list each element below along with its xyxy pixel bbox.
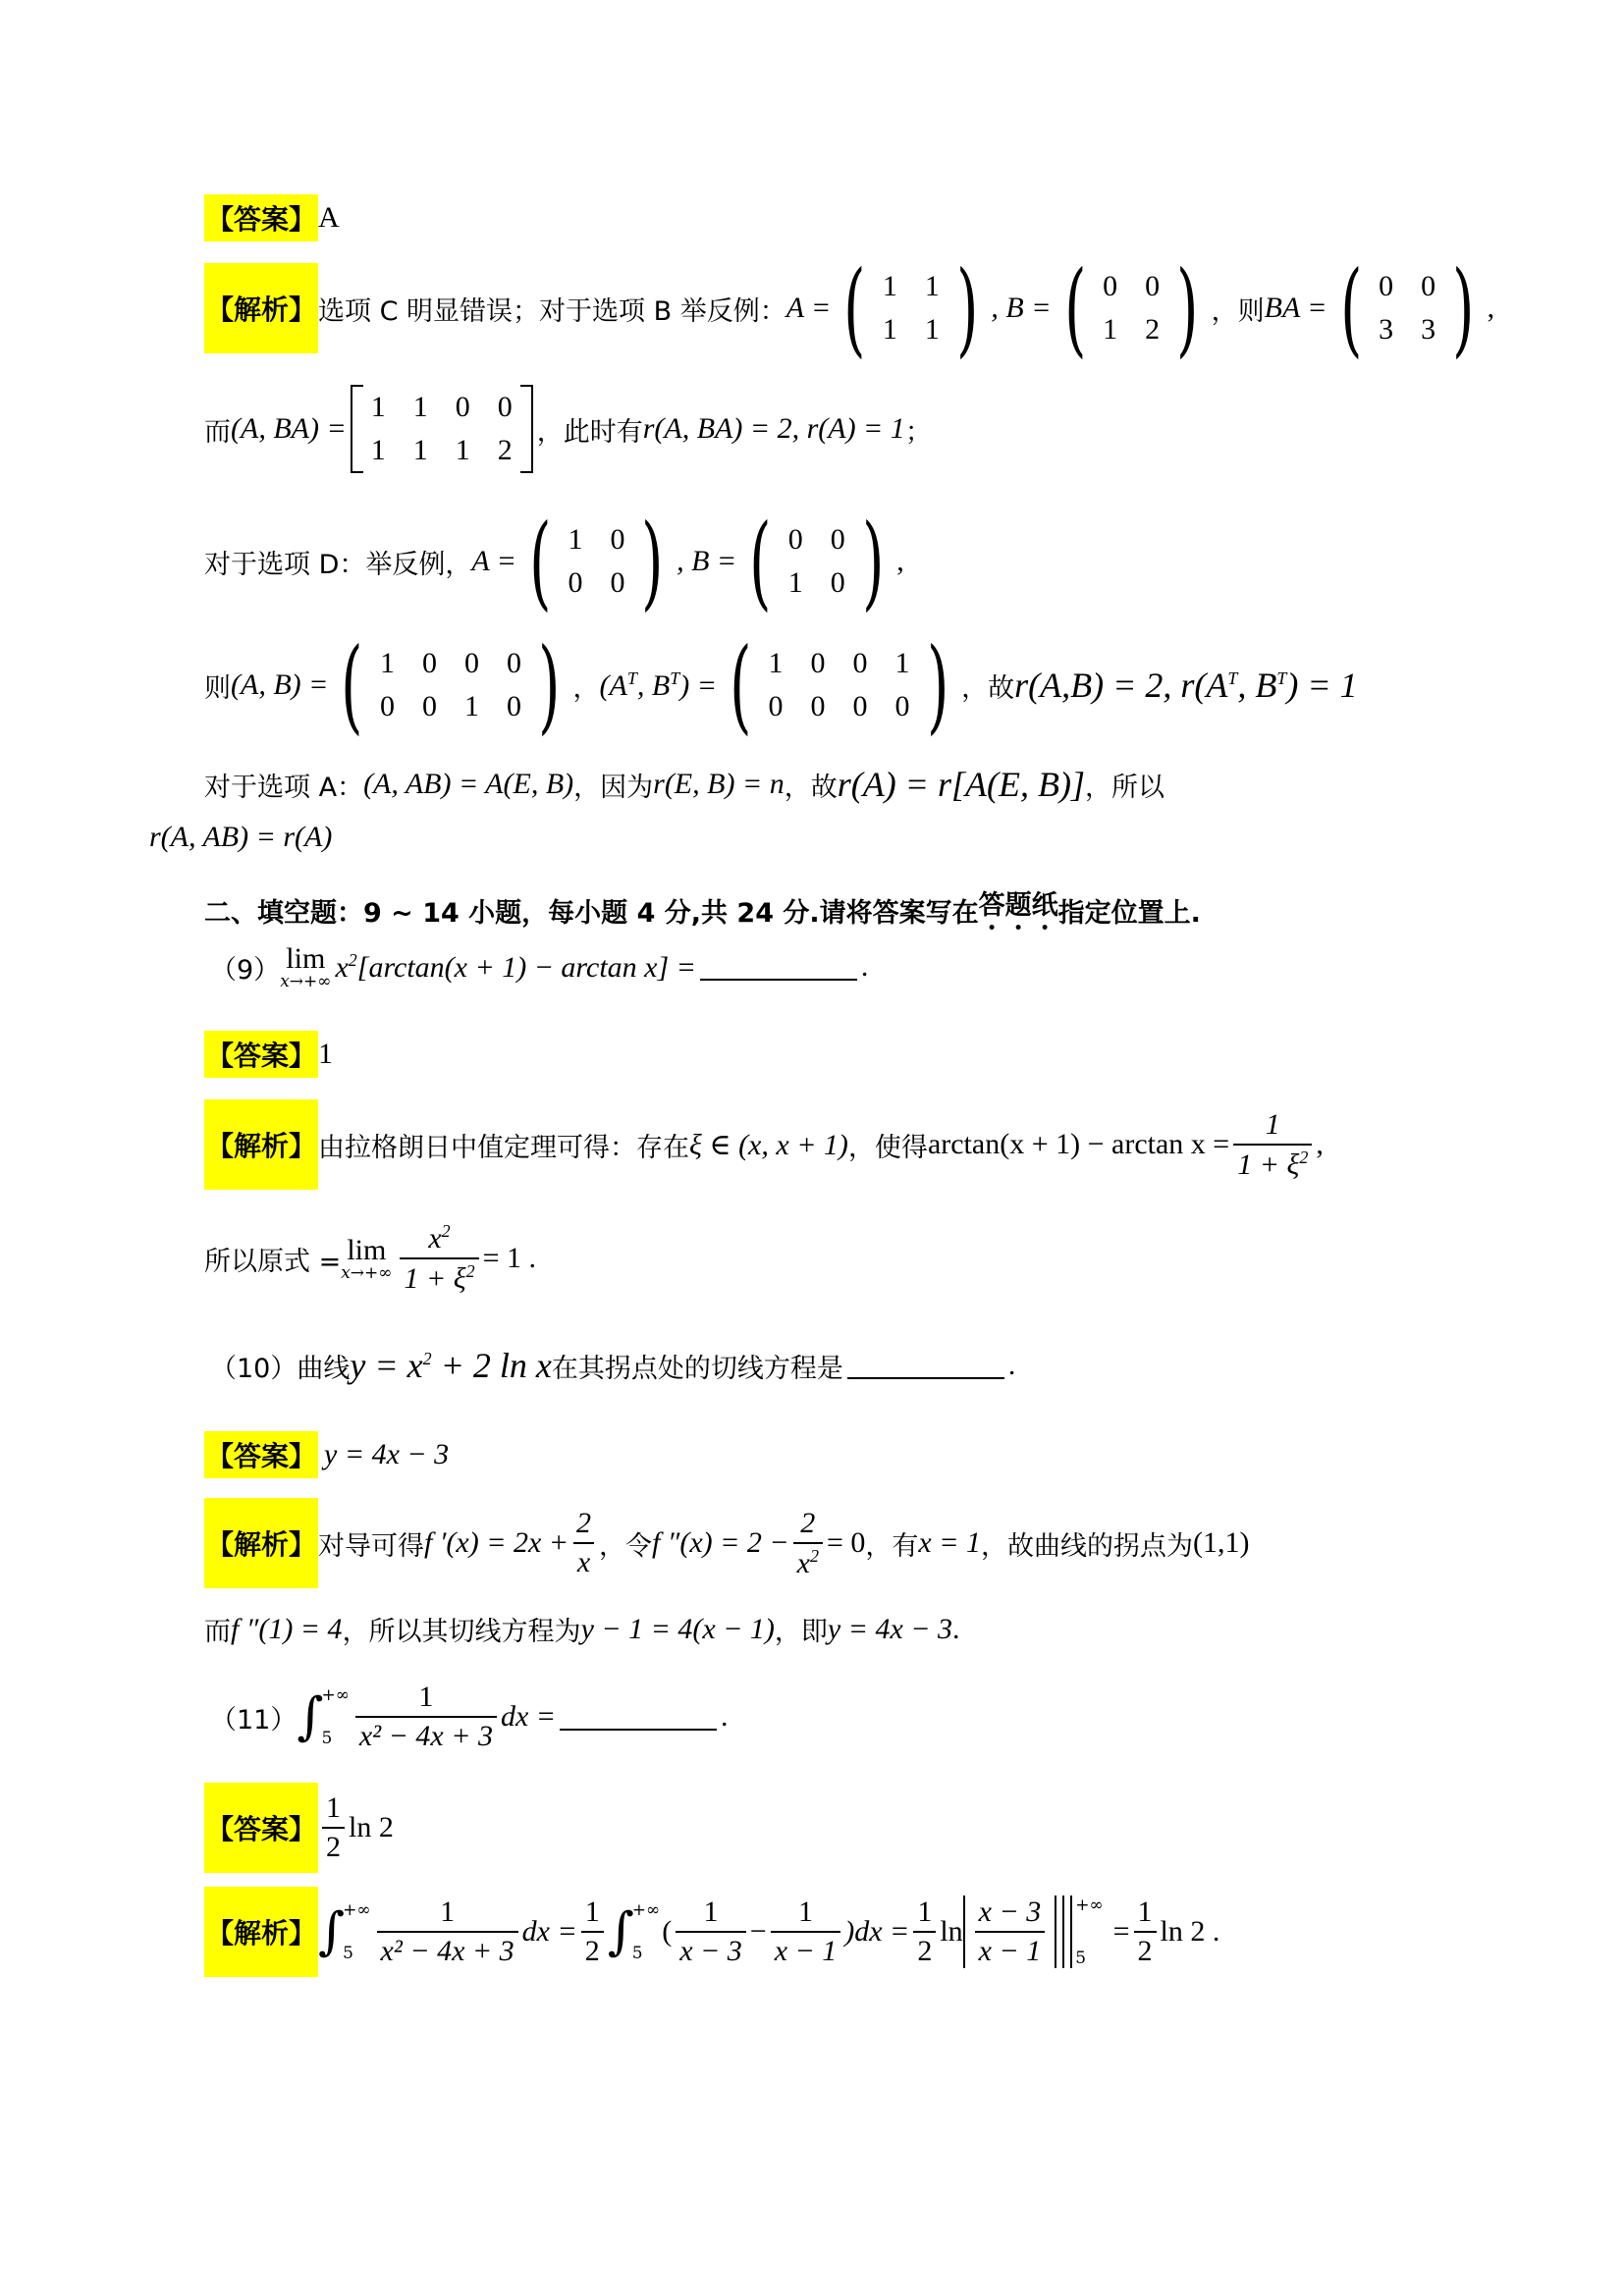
q11-answer-line [204,1783,394,1873]
math-expr: arctan(x + 1) − arctan x = [927,1128,1230,1160]
q8-analysis-line6 [149,821,332,854]
fraction: $\frac{1}{\text{x² − 4x + 3}}$ [377,1896,518,1968]
q10-answer-value: y = 4x − 3 [324,1438,450,1470]
fraction: $\frac{1}{2}$ [581,1896,604,1968]
math-expr: $y = x^2 + 2$ ln x [350,1346,552,1385]
q8-analysis-line1 [204,248,1495,368]
text: , [1487,292,1495,324]
text: 对于选项 A： [204,772,364,803]
fraction: $\frac{x^2}{1 + \xi^2}$ [400,1221,478,1296]
limit: lim x→+∞ [280,942,332,991]
matrix-BA: ( 0 0 3 3 ) [1339,248,1475,368]
math-expr: r(A,B) = 2, $r(A^T$, $B^T) = 1$ [1014,666,1358,705]
analysis-label: 【解析】 [204,1498,318,1588]
answer-label: 【答案】 [204,1031,318,1078]
fraction: $\frac{1}{\text{x² − 4x + 3}}$ [355,1681,497,1753]
math-expr: (A, AB) = A(E, B) [363,768,574,800]
text: 而 [204,1617,231,1647]
q11-analysis-line: 【解析】 ∫ +∞ 5 $\frac{1}{\text{x² − 4x + 3}}$ dx = $\frac{1}{2}$ ∫ +∞ 5 ( $\frac{1}{x - 3}$ − $\frac{1}{x - 1}$ )dx = $\frac{1}{2}$ ln $\frac{x - 3}{x - 1}$ +∞ 5 = $\frac{1}{2}$ ln 2 . [204,1887,1219,1977]
text: = 1 . [482,1242,536,1274]
text: 在其拐点处的切线方程是 [551,1353,843,1384]
q9-answer-value: 1 [318,1038,334,1070]
section-heading-text: 二、填空题：9 ~ 14 小题，每小题 4 分,共 24 分.请将答案写在 [204,897,979,929]
text: . [952,1612,960,1645]
matrix-DA: ( 1 0 0 0 ) [529,502,664,621]
text: ，所以 [1084,772,1164,803]
section-heading-emphasis: 答题纸 [978,890,1058,921]
answer-label: 【答案】 [204,1431,318,1478]
math-expr: $x^2[\arctan(x + 1) - \arctan x]$ = [335,949,696,984]
text: 对于选项 D：举反例， [204,549,472,580]
q8-analysis-line2 [204,385,932,473]
answer-label: 【答案】 [204,1783,318,1873]
q8-analysis-line5 [204,764,1164,805]
math-expr: f ″(1) = 4 [231,1612,343,1645]
math-expr: ($A^T$, $B^T$) = [599,667,717,702]
text: . [1007,1349,1016,1381]
text: ， [572,672,600,704]
math-expr: r(E, B) = n [653,768,785,800]
math-expr: A = [785,292,832,324]
text: ，因为 [573,772,654,803]
math-expr: A = [471,545,516,577]
math-expr: (A, B) = [231,668,329,701]
math-expr: (1,1) [1192,1526,1250,1559]
text: 对导可得 [318,1530,425,1562]
q10-answer-line [204,1431,449,1478]
answer-blank [700,953,857,981]
text: ln [940,1915,963,1948]
q11-answer-value: ln 2 [349,1811,394,1843]
analysis-label: 【解析】 [204,1887,318,1977]
text: ，所以其切线方程为 [342,1617,581,1647]
math-expr: = 0 [826,1526,866,1559]
text: ln 2 . [1160,1915,1220,1948]
fraction: $\frac{2}{x}$ [572,1507,595,1579]
fraction: $\frac{2}{x^2}$ [793,1507,823,1580]
q9-analysis-line2 [204,1221,536,1296]
math-expr: dx = [521,1915,577,1948]
fraction: $\frac{1}{1 + \xi^2}$ [1233,1108,1312,1182]
integral: ∫ +∞ 5 [318,1900,371,1963]
math-expr: r(A, AB) = r(A) [149,821,333,853]
text: = [1112,1915,1130,1948]
text: ，故 [961,672,1015,704]
text: 所以原式 = [204,1246,342,1277]
math-expr: , B = [677,545,737,577]
question-number: （10）曲线 [210,1353,351,1384]
matrix-DB: ( 0 0 1 0 ) [749,502,885,621]
text: ，使得 [847,1132,928,1163]
matrix-AT-BT: ( 1 0 0 1 0 0 0 0 ) [730,625,948,745]
math-expr: f ′(x) = 2x + [424,1526,569,1559]
text: , [896,545,904,577]
q9-answer-line [204,1031,333,1078]
text: 由拉格朗日中值定理可得：存在 [318,1132,690,1163]
question-number: （9） [210,954,281,986]
text: − [749,1915,767,1948]
text: . [721,1700,729,1733]
matrix-A-BA: 1 1 0 0 1 1 1 2 [351,385,533,473]
q10-question [210,1345,1015,1386]
math-expr: r(A) = r[A(E, B)] [837,765,1085,804]
math-expr: ξ ∈ (x, x + 1) [689,1128,848,1161]
text: ，则 [1211,295,1265,327]
text: ，即 [774,1617,828,1647]
analysis-label: 【解析】 [204,263,318,353]
q10-analysis-line2 [204,1610,960,1648]
math-expr: y = 4x − 3 [827,1612,953,1645]
integral: ∫ +∞ 5 [297,1685,350,1748]
fraction: $\frac{1}{x - 3}$ [676,1896,746,1968]
text: ，故 [784,772,838,803]
text: ，此时有 [536,416,643,448]
fraction: $\frac{1}{2}$ [1134,1896,1157,1968]
q8-answer-value: A [318,201,340,234]
text: , [1316,1128,1324,1160]
q10-analysis-line1 [204,1498,1249,1588]
fraction: $\frac{1}{2}$ [913,1896,936,1968]
text: ，有 [865,1530,919,1562]
answer-blank [847,1352,1004,1379]
matrix-B: ( 0 0 1 2 ) [1063,248,1199,368]
q9-analysis-line1 [204,1099,1324,1190]
math-expr: f ″(x) = 2 − [652,1526,789,1559]
math-expr: )dx = [844,1915,910,1948]
math-expr: dx = [500,1700,557,1733]
evaluation-bar: $\frac{x - 3}{x - 1}$ +∞ 5 [963,1896,1104,1968]
matrix-AB: ( 1 0 0 0 0 0 1 0 ) [341,625,561,745]
q8-analysis-line3 [204,502,904,621]
fraction: $\frac{1}{x - 1}$ [771,1896,841,1968]
math-expr: BA = [1264,292,1327,324]
answer-label: 【答案】 [204,194,318,241]
text: ，令 [599,1530,653,1562]
text: 而 [204,416,231,448]
limit: lim x→+∞ [341,1234,393,1283]
answer-blank [560,1703,717,1731]
math-expr: y − 1 = 4(x − 1) [580,1612,775,1645]
text: 则 [204,672,231,704]
analysis-label: 【解析】 [204,1099,318,1190]
section-heading-text: 指定位置上. [1057,897,1201,929]
math-expr: (A, BA) = [231,412,347,445]
math-expr: , B = [991,292,1052,324]
q9-question [210,942,868,991]
q8-analysis-text: 选项 C 明显错误；对于选项 B 举反例： [318,295,786,327]
q8-analysis-line4 [204,625,1358,745]
q11-question [210,1681,729,1753]
section-heading [204,883,1201,936]
fraction: $\frac{1}{2}$ [322,1791,345,1864]
integral: ∫ +∞ 5 [607,1900,661,1963]
text: ； [904,416,932,448]
q8-answer-line [204,194,340,241]
matrix-A: ( 1 1 1 1 ) [843,248,979,368]
math-expr: x = 1 [918,1526,981,1559]
math-expr: r(A, BA) = 2, r(A) = 1 [642,412,905,445]
text: . [860,950,869,983]
question-number: （11） [210,1704,298,1735]
text: ，故曲线的拐点为 [980,1530,1193,1562]
